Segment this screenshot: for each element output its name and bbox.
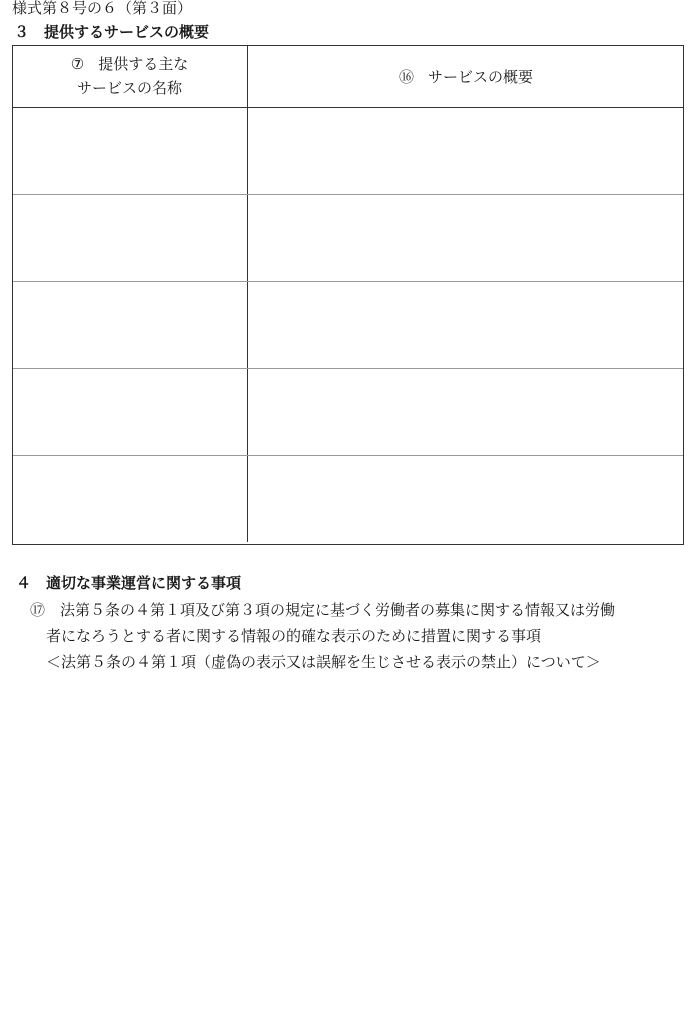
- service-name-cell[interactable]: [12, 456, 248, 543]
- table-row: [12, 282, 684, 369]
- service-name-cell[interactable]: [12, 282, 248, 369]
- service-overview-header-text: サービスの概要: [428, 67, 534, 86]
- table-row: [12, 369, 684, 456]
- section-3-heading: [14, 22, 209, 42]
- item-17-line2: 者になろうとする者に関する情報の的確な表示のために措置に関する事項: [46, 627, 542, 645]
- service-overview-table: [12, 45, 684, 542]
- service-overview-cell[interactable]: [248, 108, 685, 195]
- table-row: [12, 195, 684, 282]
- item-17-line3: ＜法第５条の４第１項（虚偽の表示又は誤解を生じさせる表示の禁止）について＞: [46, 653, 601, 671]
- service-overview-cell[interactable]: [248, 195, 685, 282]
- section-4-heading: [16, 573, 241, 593]
- section-3-title: 提供するサービスの概要: [44, 23, 210, 41]
- section-4-number: ４: [16, 574, 32, 592]
- service-overview-header: [248, 45, 685, 108]
- service-name-cell[interactable]: [12, 195, 248, 282]
- item-17-text-line1: 法第５条の４第１項及び第３項の規定に基づく労働者の募集に関する情報又は労働: [60, 601, 616, 619]
- table-row: [12, 456, 684, 543]
- table-header-row: [12, 45, 684, 108]
- service-name-cell[interactable]: [12, 369, 248, 456]
- service-overview-cell[interactable]: [248, 456, 685, 543]
- service-name-header: [12, 45, 248, 108]
- service-name-cell[interactable]: [12, 108, 248, 195]
- item-17: [30, 597, 690, 675]
- service-name-header-line2: サービスの名称: [76, 79, 182, 97]
- section-3-number: ３: [14, 23, 30, 41]
- item-7-marker: ⑦: [70, 55, 85, 73]
- item-17-line1: [30, 597, 690, 623]
- table-row: [12, 108, 684, 195]
- item-16-marker: ⑯: [398, 67, 414, 86]
- section-4-title: 適切な事業運営に関する事項: [46, 574, 242, 592]
- form-number: 様式第８号の６（第３面）: [12, 0, 193, 17]
- service-overview-cell[interactable]: [248, 369, 685, 456]
- service-overview-cell[interactable]: [248, 282, 685, 369]
- item-17-marker: ⑰: [30, 601, 46, 619]
- service-name-header-line1: 提供する主な: [98, 55, 189, 73]
